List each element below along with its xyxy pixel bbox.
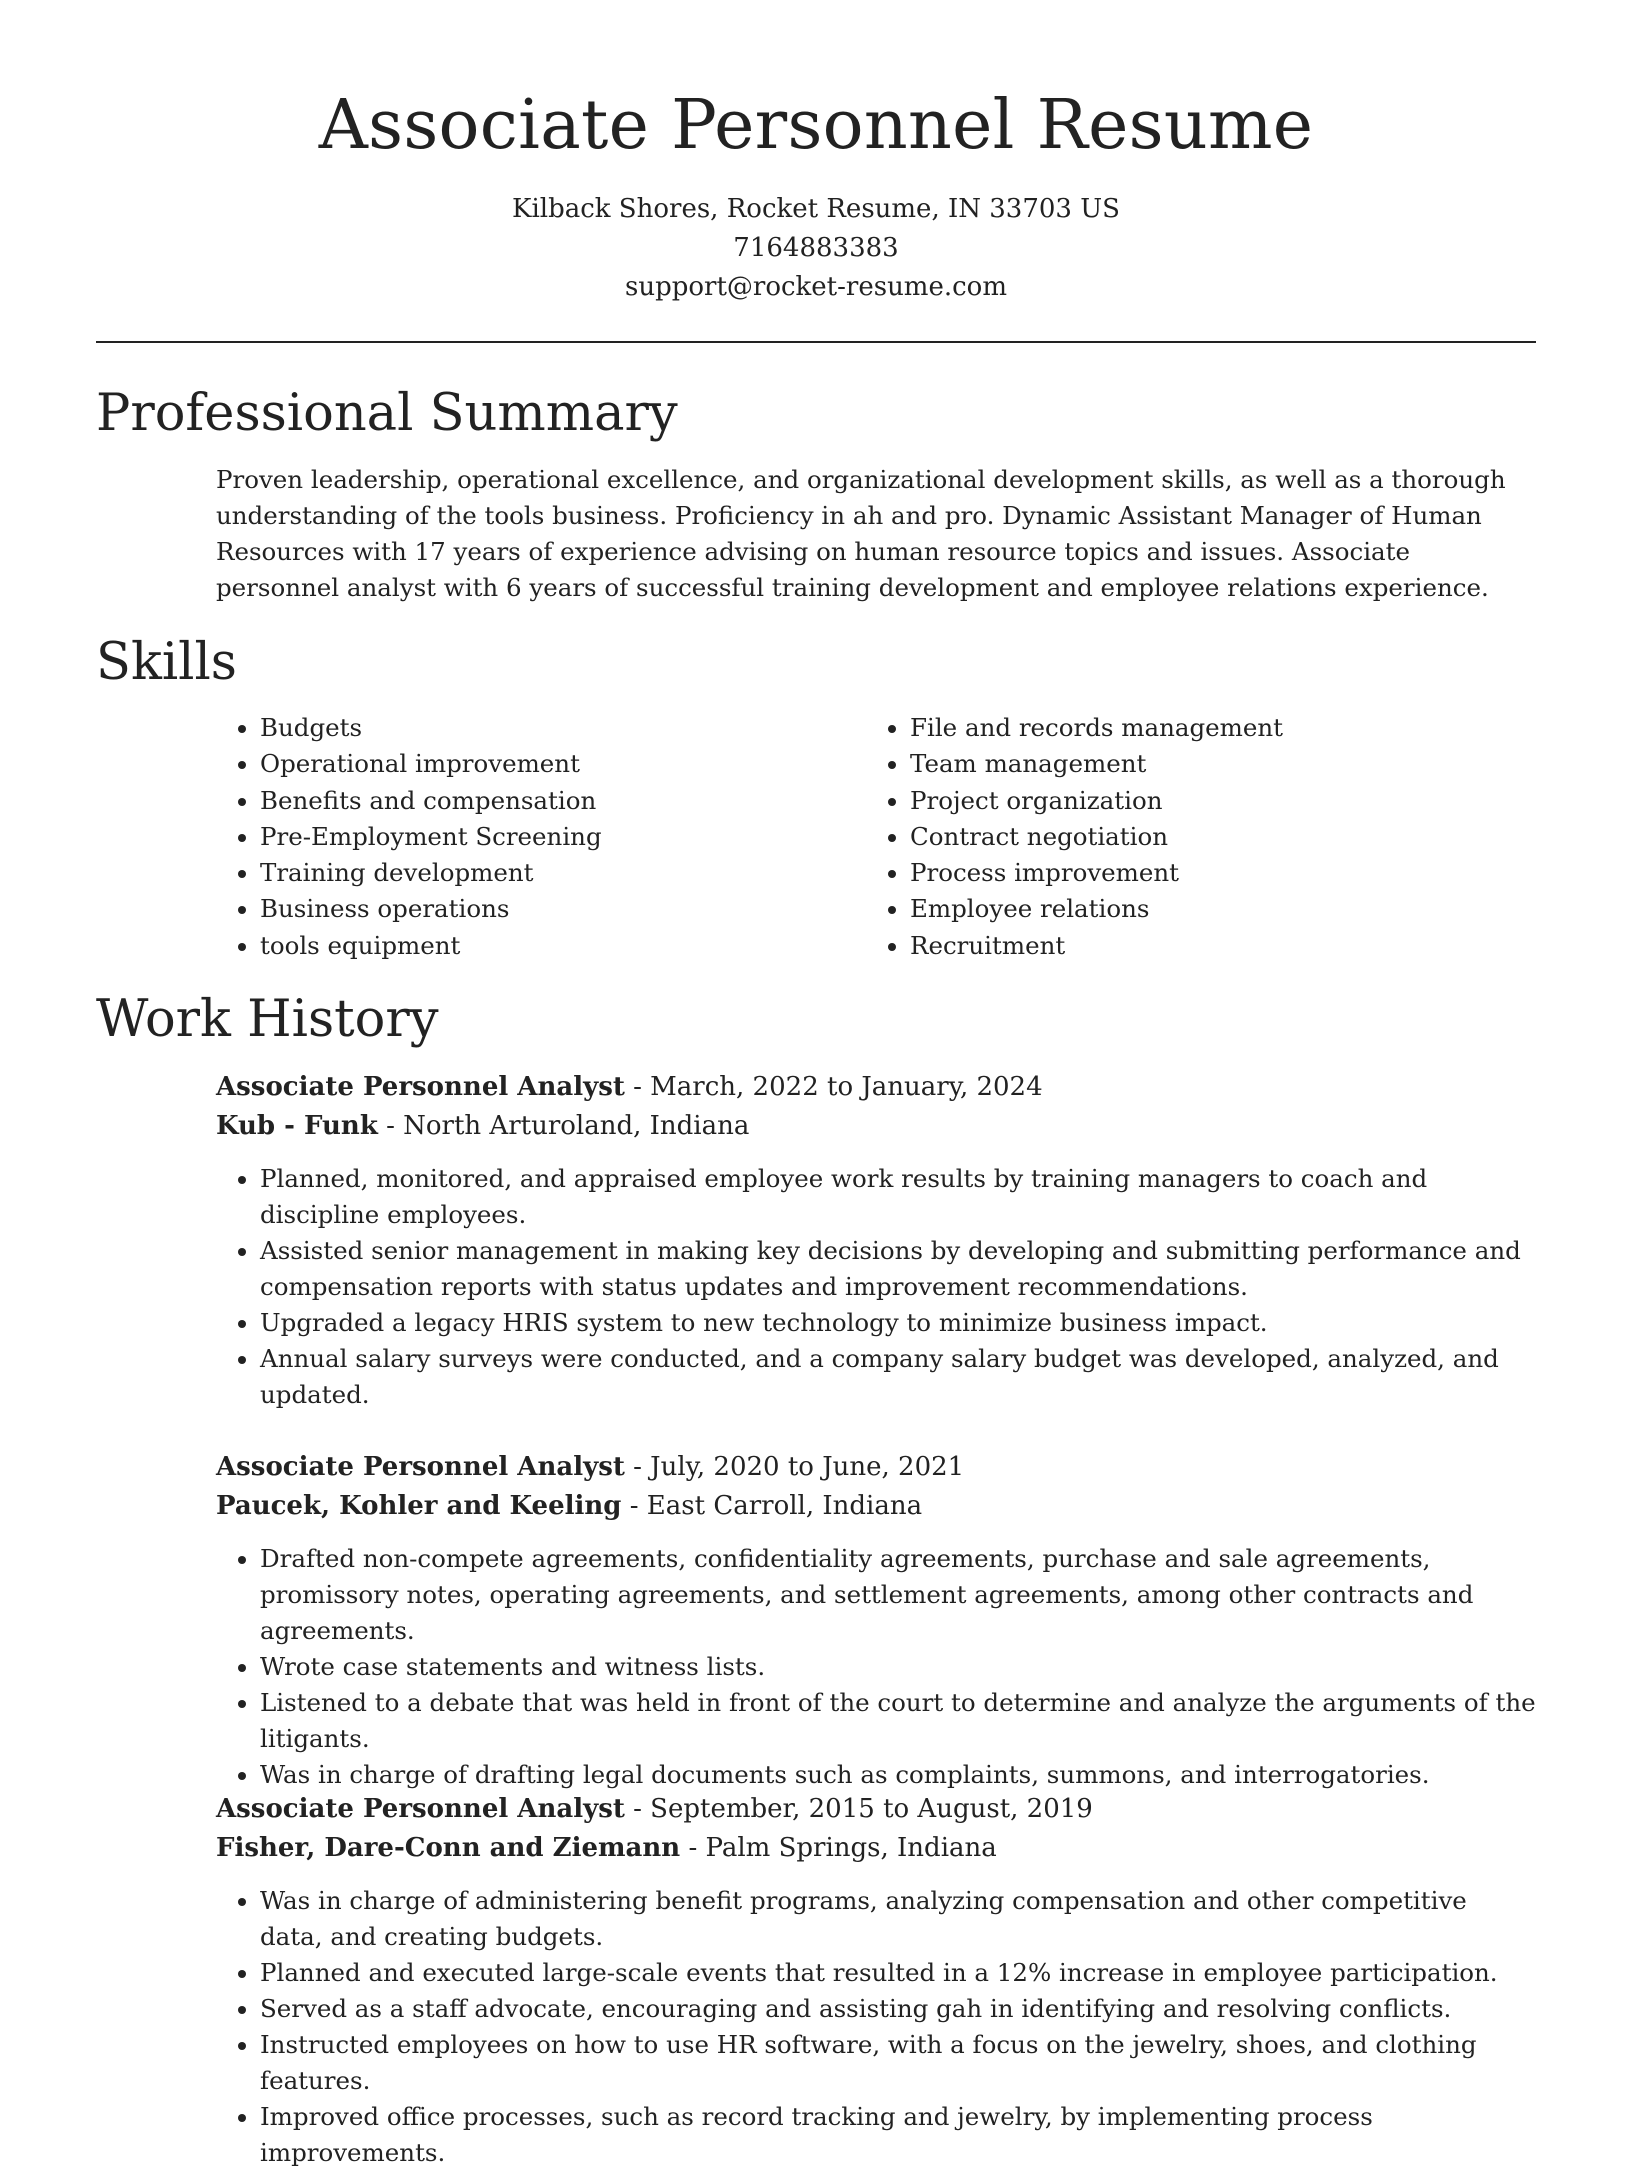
job-bullet: • Annual salary surveys were conducted, and a company salary budget was developed, analyzed, and updated.: [260, 1341, 1536, 1413]
summary-heading: Professional Summary: [96, 384, 678, 443]
skill-item: • Budgets: [260, 710, 822, 746]
contact-phone: 7164883383: [733, 233, 899, 263]
job-location: - East Carroll, Indiana: [621, 1491, 923, 1521]
skills-heading: Skills: [96, 633, 237, 692]
skills-column-left: [216, 710, 822, 964]
job-bullet: • Upgraded a legacy HRIS system to new technology to minimize business impact.: [260, 1305, 1536, 1341]
job-bullets: [216, 1161, 1536, 1413]
skill-item: • Benefits and compensation: [260, 783, 822, 819]
job-company: Fisher, Dare-Conn and Ziemann: [216, 1833, 681, 1863]
job-company-line: [216, 1829, 1536, 1868]
skill-item: • Contract negotiation: [910, 819, 1472, 855]
job-entry: [216, 1448, 1536, 1793]
skill-item: • File and records management: [910, 710, 1472, 746]
job-location: - Palm Springs, Indiana: [680, 1833, 997, 1863]
skill-item: • Project organization: [910, 783, 1472, 819]
job-dates: - July, 2020 to June, 2021: [624, 1452, 965, 1482]
job-company-line: [216, 1107, 1536, 1146]
work-history-heading: Work History: [96, 990, 439, 1049]
job-title: Associate Personnel Analyst: [216, 1072, 625, 1102]
summary-text: Proven leadership, operational excellence, and organizational development skills, as well as a thorough understanding of the tools business. Proficiency in ah and pro. Dynamic Assistant Manager of Human Resources with 17 years of experience advising on human resource topics and issues. Associate personnel analyst with 6 years of successful training development and employee relations experience.: [216, 465, 1506, 602]
skill-item: • Recruitment: [910, 928, 1472, 964]
job-location: - North Arturoland, Indiana: [377, 1111, 750, 1141]
job-bullet: • Was in charge of drafting legal documents such as complaints, summons, and interrogatories.: [260, 1757, 1536, 1793]
job-bullet: • Assisted senior management in making key decisions by developing and submitting performance and compensation reports with status updates and improvement recommendations.: [260, 1233, 1536, 1305]
skills-column-right: [866, 710, 1472, 964]
job-company-line: [216, 1487, 1536, 1526]
job-dates: - March, 2022 to January, 2024: [624, 1072, 1043, 1102]
skills-list: [216, 710, 1536, 964]
job-company: Paucek, Kohler and Keeling: [216, 1491, 622, 1521]
job-bullet: • Listened to a debate that was held in front of the court to determine and analyze the arguments of the litigants.: [260, 1685, 1536, 1757]
skill-item: • tools equipment: [260, 928, 822, 964]
job-dates: - September, 2015 to August, 2019: [624, 1794, 1093, 1824]
job-bullet: • Served as a staff advocate, encouraging and assisting gah in identifying and resolving conflicts.: [260, 1991, 1536, 2027]
job-bullet: • Was in charge of administering benefit programs, analyzing compensation and other competitive data, and creating budgets.: [260, 1883, 1536, 1955]
contact-address: Kilback Shores, Rocket Resume, IN 33703 US: [512, 194, 1120, 224]
job-bullet: • Instructed employees on how to use HR software, with a focus on the jewelry, shoes, and clothing features.: [260, 2027, 1536, 2099]
skill-item: • Employee relations: [910, 891, 1472, 927]
job-bullet: • Wrote case statements and witness lists.: [260, 1649, 1536, 1685]
job-title: Associate Personnel Analyst: [216, 1794, 625, 1824]
skill-item: • Team management: [910, 746, 1472, 782]
skill-item: • Pre-Employment Screening: [260, 819, 822, 855]
job-company: Kub - Funk: [216, 1111, 378, 1141]
job-bullet: • Planned and executed large-scale events that resulted in a 12% increase in employee participation.: [260, 1955, 1536, 1991]
job-bullet: • Planned, monitored, and appraised employee work results by training managers to coach and discipline employees.: [260, 1161, 1536, 1233]
resume-title: Associate Personnel Resume: [318, 86, 1314, 165]
contact-email: support@rocket-resume.com: [624, 272, 1007, 302]
header-divider: [96, 341, 1536, 343]
skill-item: • Training development: [260, 855, 822, 891]
job-title-line: [216, 1790, 1536, 1829]
job-title-line: [216, 1448, 1536, 1487]
job-entry: [216, 1068, 1536, 1413]
job-title-line: [216, 1068, 1536, 1107]
skill-item: • Process improvement: [910, 855, 1472, 891]
skill-item: • Business operations: [260, 891, 822, 927]
job-bullets: [216, 1541, 1536, 1793]
job-entry: [216, 1790, 1536, 2171]
job-bullet: • Improved office processes, such as record tracking and jewelry, by implementing process improvements.: [260, 2099, 1536, 2171]
skill-item: • Operational improvement: [260, 746, 822, 782]
contact-block: [0, 190, 1632, 307]
job-bullets: [216, 1883, 1536, 2171]
job-bullet: • Drafted non-compete agreements, confidentiality agreements, purchase and sale agreements, promissory notes, operating agreements, and settlement agreements, among other contracts and agreements.: [260, 1541, 1536, 1649]
job-title: Associate Personnel Analyst: [216, 1452, 625, 1482]
